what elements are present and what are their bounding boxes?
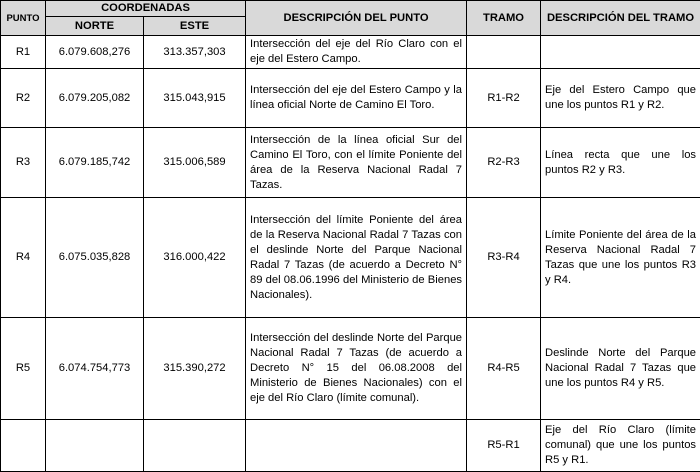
cell-punto: R2 (1, 69, 46, 128)
cell-punto: R5 (1, 318, 46, 420)
table-row (1, 198, 700, 318)
cell-descripcion-tramo (541, 36, 700, 69)
cell-punto: R3 (1, 128, 46, 198)
table-row (1, 36, 700, 69)
table-row (1, 420, 700, 472)
cell-descripcion-tramo: Eje del Estero Campo que une los puntos R1 y R2. (541, 69, 700, 128)
header-punto: PUNTO (1, 1, 46, 36)
cell-norte: 6.079.608,276 (46, 36, 144, 69)
header-norte: NORTE (46, 17, 144, 36)
cell-descripcion-punto: Intersección del límite Poniente del área de la Reserva Nacional Radal 7 Tazas con el deslinde Norte del Parque Nacional Radal 7 Tazas (de acuerdo a Decreto N° 89 del 08.06.1996 del Ministerio de Bienes Nacionales). (246, 198, 467, 318)
header-coordenadas: COORDENADAS (46, 1, 246, 17)
cell-descripcion-tramo: Eje del Río Claro (límite comunal) que une los puntos R5 y R1. (541, 420, 700, 472)
cell-tramo: R1-R2 (467, 69, 541, 128)
cell-descripcion-tramo: Deslinde Norte del Parque Nacional Radal 7 Tazas que une los puntos R4 y R5. (541, 318, 700, 420)
cell-este: 316.000,422 (144, 198, 246, 318)
table-row (1, 128, 700, 198)
cell-punto: R4 (1, 198, 46, 318)
cell-tramo (467, 36, 541, 69)
cell-descripcion-punto: Intersección del deslinde Norte del Parque Nacional Radal 7 Tazas (de acuerdo a Decreto N° 15 del 06.08.2008 del Ministerio de Bienes Nacionales) con el eje del Río Claro (límite comunal). (246, 318, 467, 420)
cell-punto: R1 (1, 36, 46, 69)
cell-norte: 6.079.185,742 (46, 128, 144, 198)
cell-este: 313.357,303 (144, 36, 246, 69)
cell-descripcion-punto: Intersección del eje del Estero Campo y la línea oficial Norte de Camino El Toro. (246, 69, 467, 128)
cell-descripcion-tramo: Línea recta que une los puntos R2 y R3. (541, 128, 700, 198)
cell-tramo: R3-R4 (467, 198, 541, 318)
cell-punto (1, 420, 46, 472)
cell-norte: 6.075.035,828 (46, 198, 144, 318)
cell-este: 315.043,915 (144, 69, 246, 128)
cell-descripcion-tramo: Límite Poniente del área de la Reserva Nacional Radal 7 Tazas que une los puntos R3 y R4. (541, 198, 700, 318)
table-row (1, 69, 700, 128)
cell-tramo: R2-R3 (467, 128, 541, 198)
header-descripcion-tramo: DESCRIPCIÓN DEL TRAMO (541, 1, 700, 36)
cell-norte: 6.079.205,082 (46, 69, 144, 128)
cell-norte: 6.074.754,773 (46, 318, 144, 420)
header-este: ESTE (144, 17, 246, 36)
header-row (1, 1, 700, 17)
cell-descripcion-punto (246, 420, 467, 472)
cell-descripcion-punto: Intersección de la línea oficial Sur del Camino El Toro, con el límite Poniente del área de la Reserva Nacional Radal 7 Tazas. (246, 128, 467, 198)
cell-tramo: R4-R5 (467, 318, 541, 420)
cell-este: 315.390,272 (144, 318, 246, 420)
cell-este (144, 420, 246, 472)
header-tramo: TRAMO (467, 1, 541, 36)
table-row (1, 318, 700, 420)
cell-tramo: R5-R1 (467, 420, 541, 472)
cell-descripcion-punto: Intersección del eje del Río Claro con el eje del Estero Campo. (246, 36, 467, 69)
header-descripcion-punto: DESCRIPCIÓN DEL PUNTO (246, 1, 467, 36)
cell-este: 315.006,589 (144, 128, 246, 198)
cell-norte (46, 420, 144, 472)
